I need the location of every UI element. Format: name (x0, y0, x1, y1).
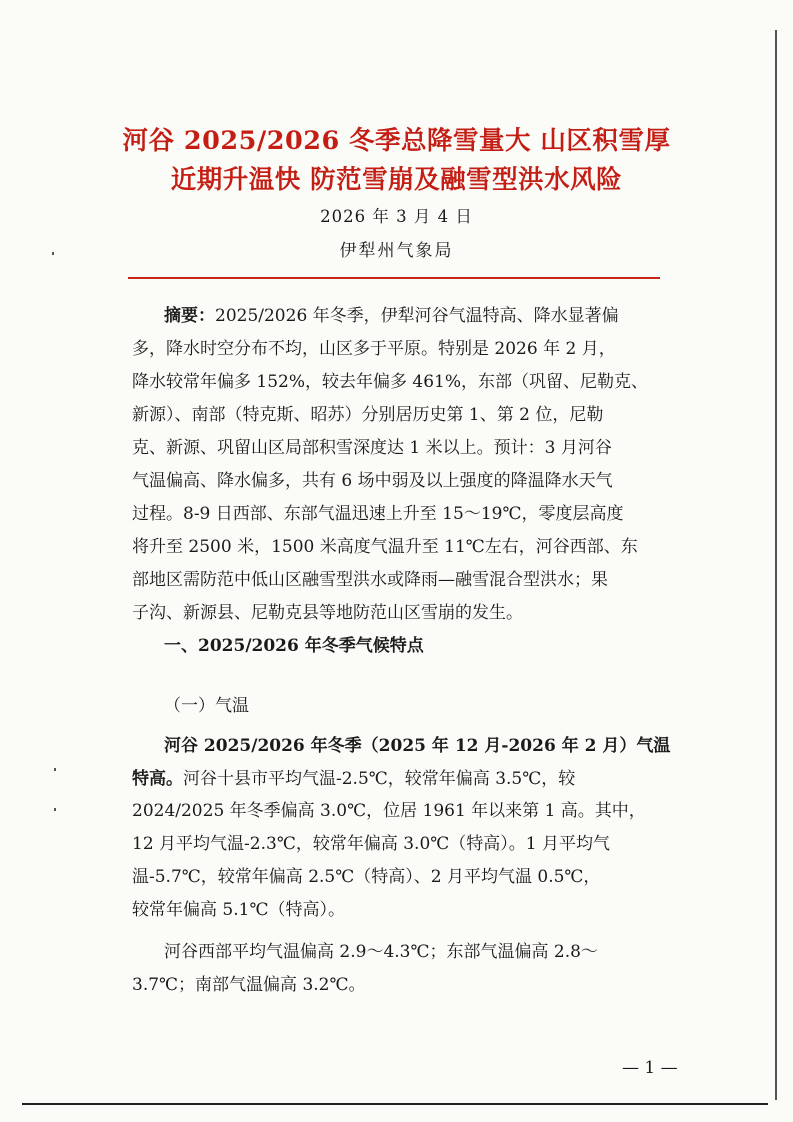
paragraph-line: 特高。河谷十县市平均气温-2.5℃，较常年偏高 3.5℃，较 (132, 769, 576, 789)
abstract-line: 部地区需防范中低山区融雪型洪水或降雨—融雪混合型洪水；果 (132, 570, 608, 590)
paragraph-line: 河谷西部平均气温偏高 2.9～4.3℃；东部气温偏高 2.8～ (164, 942, 598, 962)
issuing-organization: 伊犁州气象局 (339, 241, 454, 261)
red-divider-line (128, 277, 660, 279)
abstract-line: 过程。8-9 日西部、东部气温迅速上升至 15～19℃，零度层高度 (132, 504, 624, 524)
abstract-line: 子沟、新源县、尼勒克县等地防范山区雪崩的发生。 (132, 603, 523, 623)
scan-speck (54, 768, 56, 771)
abstract-line: 降水较常年偏多 152%，较去年偏多 461%，东部（巩留、尼勒克、 (132, 372, 649, 392)
paragraph-line: 2024/2025 年冬季偏高 3.0℃，位居 1961 年以来第 1 高。其中， (132, 801, 646, 821)
abstract-line: 摘要：2025/2026 年冬季，伊犁河谷气温特高、降水显著偏 (164, 306, 619, 326)
footer-divider-line (22, 1103, 768, 1105)
paragraph-line: 温-5.7℃，较常年偏高 2.5℃（特高）、2 月平均气温 0.5℃， (132, 867, 601, 887)
document-date: 2026 年 3 月 4 日 (320, 207, 473, 226)
abstract-line: 气温偏高、降水偏多，共有 6 场中弱及以上强度的降温降水天气 (132, 471, 613, 491)
abstract-line: 多，降水时空分布不均，山区多于平原。特别是 2026 年 2 月， (132, 339, 616, 359)
paragraph-line: 河谷 2025/2026 年冬季（2025 年 12 月-2026 年 2 月）气温 (164, 736, 671, 756)
section-heading: 一、2025/2026 年冬季气候特点 (164, 636, 424, 656)
paragraph-line: 12 月平均气温-2.3℃，较常年偏高 3.0℃（特高）。1 月平均气 (132, 834, 611, 854)
paragraph-line: 较常年偏高 5.1℃（特高）。 (132, 900, 345, 920)
subsection-heading: （一）气温 (164, 696, 249, 716)
document-title-line1: 河谷 2025/2026 冬季总降雪量大 山区积雪厚 (122, 126, 671, 156)
abstract-label: 摘要： (164, 306, 215, 326)
document-title-line2: 近期升温快 防范雪崩及融雪型洪水风险 (170, 165, 623, 195)
page-number: — 1 — (622, 1058, 678, 1078)
paragraph-line: 3.7℃；南部气温偏高 3.2℃。 (132, 975, 366, 995)
abstract-line: 新源）、南部（特克斯、昭苏）分别居历史第 1、第 2 位，尼勒 (132, 405, 604, 425)
abstract-line: 克、新源、巩留山区局部积雪深度达 1 米以上。预计：3 月河谷 (132, 438, 612, 458)
abstract-line: 将升至 2500 米，1500 米高度气温升至 11℃左右，河谷西部、东 (132, 537, 638, 557)
scan-speck (54, 808, 56, 811)
